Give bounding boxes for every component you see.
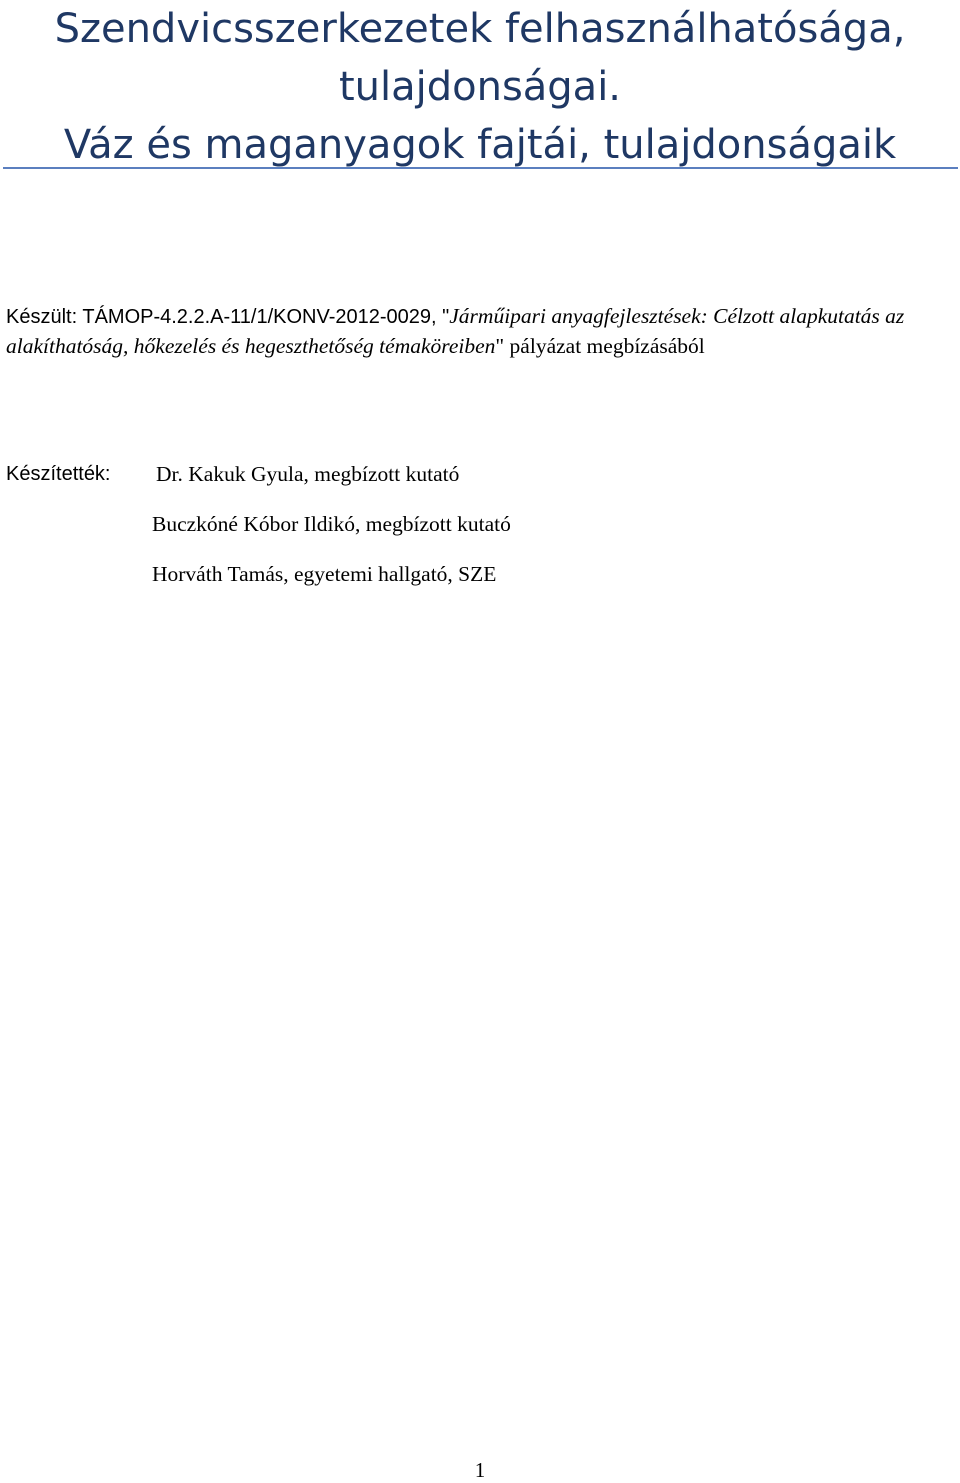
made-label: Készült: — [6, 306, 78, 328]
author-1: Dr. Kakuk Gyula, megbízott kutató — [156, 462, 460, 486]
authors-label: Készítették: — [6, 463, 111, 485]
project-suffix: " pályázat megbízásából — [495, 334, 705, 358]
title-underline-rule — [3, 167, 958, 169]
title-line-3: Váz és maganyagok fajtái, tulajdonságaik — [63, 122, 897, 168]
author-3: Horváth Tamás, egyetemi hallgató, SZE — [152, 562, 497, 586]
project-code: TÁMOP-4.2.2.A-11/1/KONV-2012-0029, " — [77, 306, 450, 328]
page-number: 1 — [474, 1458, 486, 1482]
project-statement — [6, 302, 946, 361]
author-2: Buczkóné Kóbor Ildikó, megbízott kutató — [152, 512, 511, 536]
title-line-1: Szendvicsszerkezetek felhasználhatósága, — [54, 6, 906, 52]
project-title: Járműipari anyagfejlesztések: Célzott alapkutatás az alakíthatóság, hőkezelés és hegeszthetőség témaköreiben — [6, 304, 905, 358]
title-line-2: tulajdonságai. — [338, 64, 622, 110]
document-title — [0, 0, 960, 174]
